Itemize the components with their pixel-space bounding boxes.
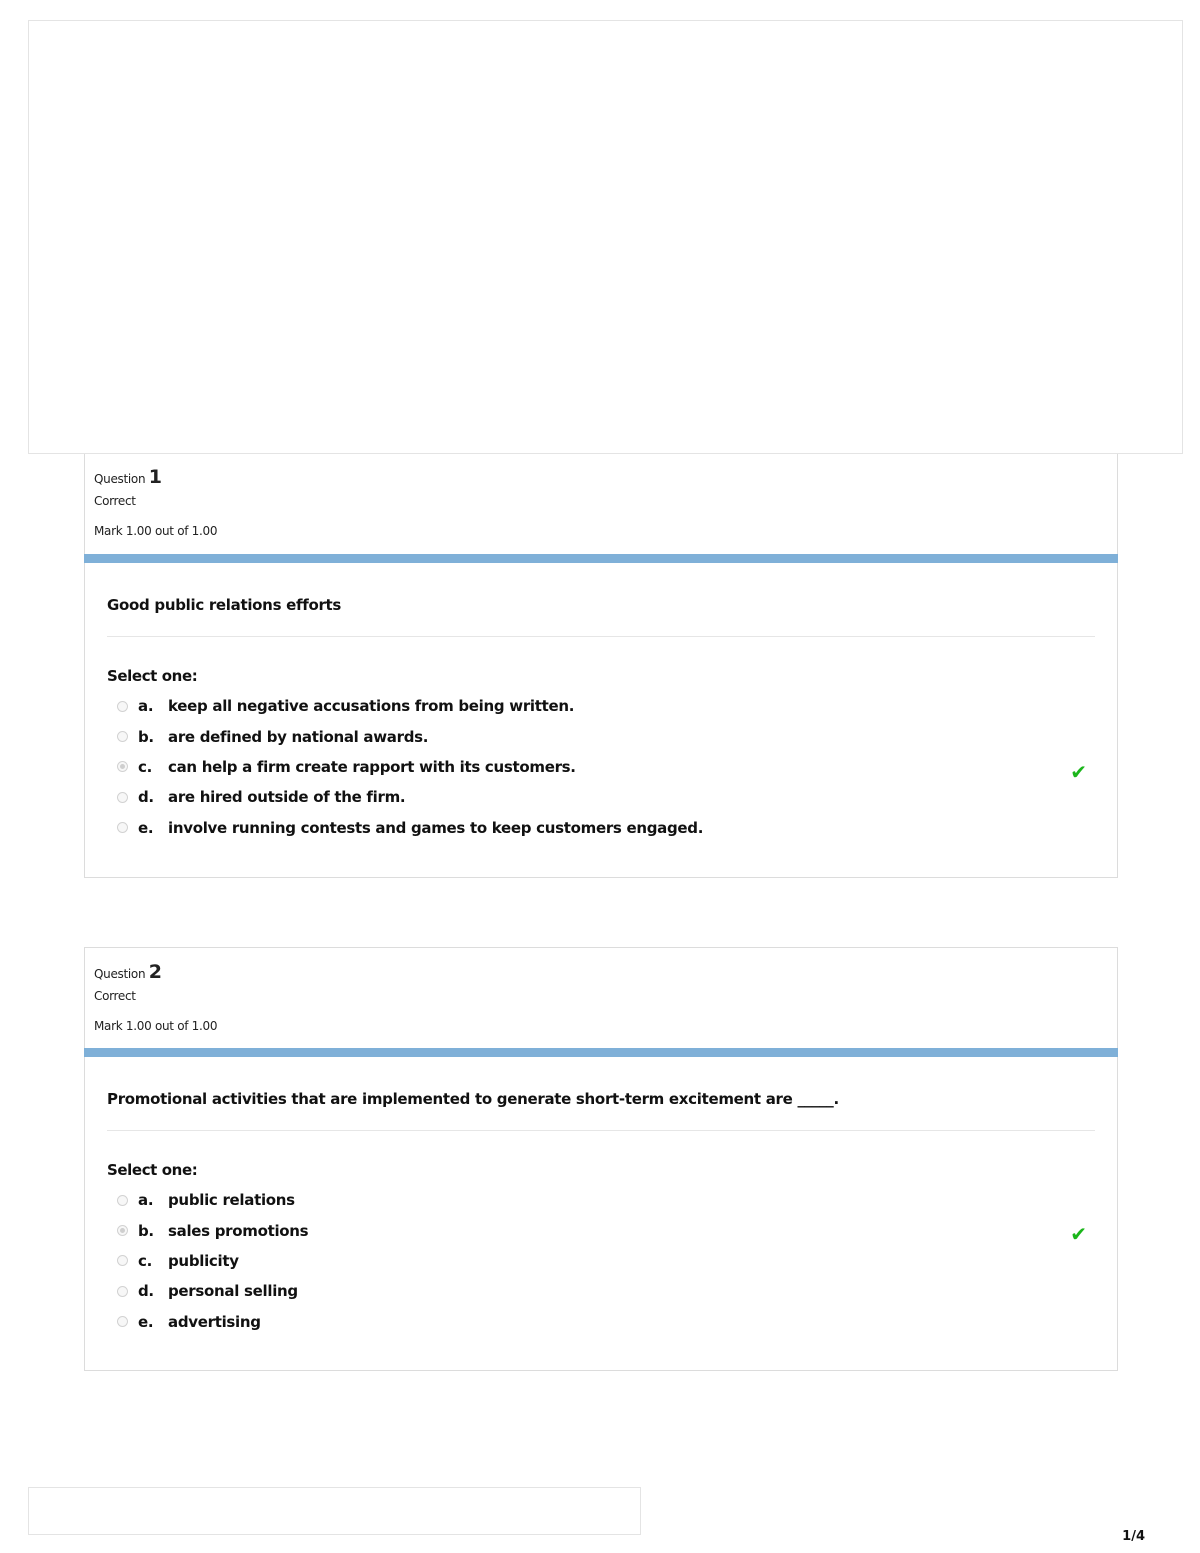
option-text: involve running contests and games to keep customers engaged. xyxy=(168,818,704,837)
answer-option-a[interactable] xyxy=(107,1185,1095,1215)
question-mark: Mark 1.00 out of 1.00 xyxy=(94,524,218,538)
radio-button[interactable] xyxy=(117,731,128,742)
radio-button[interactable] xyxy=(117,1255,128,1266)
option-text: public relations xyxy=(168,1191,295,1210)
option-letter: c. xyxy=(138,1251,152,1270)
question-number-line xyxy=(94,466,1117,494)
top-blank-frame xyxy=(28,20,1183,454)
option-text: are defined by national awards. xyxy=(168,727,429,746)
option-text: publicity xyxy=(168,1251,239,1270)
option-text: can help a firm create rapport with its customers. xyxy=(168,757,576,776)
option-letter: e. xyxy=(138,818,154,837)
option-letter: a. xyxy=(138,697,154,716)
bottom-blank-frame xyxy=(28,1487,641,1535)
select-one-label: Select one: xyxy=(107,1161,198,1179)
question-label: Question xyxy=(94,967,146,981)
answer-option-c[interactable] xyxy=(107,1246,1095,1276)
radio-button[interactable] xyxy=(117,1316,128,1327)
question-label: Question xyxy=(94,472,146,486)
option-letter: b. xyxy=(138,727,154,746)
radio-button-selected[interactable] xyxy=(117,761,128,772)
question-number: 1 xyxy=(148,466,163,488)
answer-list xyxy=(107,691,1095,843)
option-letter: b. xyxy=(138,1221,154,1240)
answer-option-d[interactable] xyxy=(107,782,1095,812)
question-number-line xyxy=(94,961,1117,989)
question-1-card xyxy=(84,454,1118,878)
question-number: 2 xyxy=(148,961,163,983)
radio-button[interactable] xyxy=(117,822,128,833)
option-letter: d. xyxy=(138,1282,154,1301)
option-letter: e. xyxy=(138,1312,154,1331)
radio-button[interactable] xyxy=(117,792,128,803)
option-letter: d. xyxy=(138,788,154,807)
option-text: sales promotions xyxy=(168,1221,309,1240)
question-content xyxy=(85,563,1117,843)
question-content xyxy=(85,1057,1117,1337)
answer-option-e[interactable] xyxy=(107,813,1095,843)
answer-option-c[interactable] xyxy=(107,752,1095,782)
question-status: Correct xyxy=(94,494,136,508)
question-2-card xyxy=(84,947,1118,1371)
question-text: Promotional activities that are implemented to generate short-term excitement are _____. xyxy=(107,1090,839,1108)
answer-list xyxy=(107,1185,1095,1337)
option-text: keep all negative accusations from being written. xyxy=(168,697,575,716)
radio-button[interactable] xyxy=(117,701,128,712)
answer-option-d[interactable] xyxy=(107,1276,1095,1306)
option-text: personal selling xyxy=(168,1282,298,1301)
question-info xyxy=(85,454,1117,554)
question-status: Correct xyxy=(94,989,136,1003)
option-text: are hired outside of the firm. xyxy=(168,788,406,807)
question-info xyxy=(85,948,1117,1048)
page-number: 1/4 xyxy=(1122,1529,1145,1544)
check-icon: ✔ xyxy=(1070,1222,1087,1246)
option-text: advertising xyxy=(168,1312,261,1331)
divider xyxy=(107,636,1095,637)
check-icon: ✔ xyxy=(1070,760,1087,784)
divider xyxy=(107,1130,1095,1131)
accent-bar xyxy=(84,554,1118,563)
radio-button-selected[interactable] xyxy=(117,1225,128,1236)
answer-option-b[interactable] xyxy=(107,1215,1095,1245)
answer-option-b[interactable] xyxy=(107,721,1095,751)
radio-button[interactable] xyxy=(117,1195,128,1206)
question-mark: Mark 1.00 out of 1.00 xyxy=(94,1019,218,1033)
option-letter: c. xyxy=(138,757,152,776)
answer-option-a[interactable] xyxy=(107,691,1095,721)
question-text: Good public relations efforts xyxy=(107,596,342,614)
select-one-label: Select one: xyxy=(107,667,198,685)
accent-bar xyxy=(84,1048,1118,1057)
option-letter: a. xyxy=(138,1191,154,1210)
answer-option-e[interactable] xyxy=(107,1307,1095,1337)
radio-button[interactable] xyxy=(117,1286,128,1297)
